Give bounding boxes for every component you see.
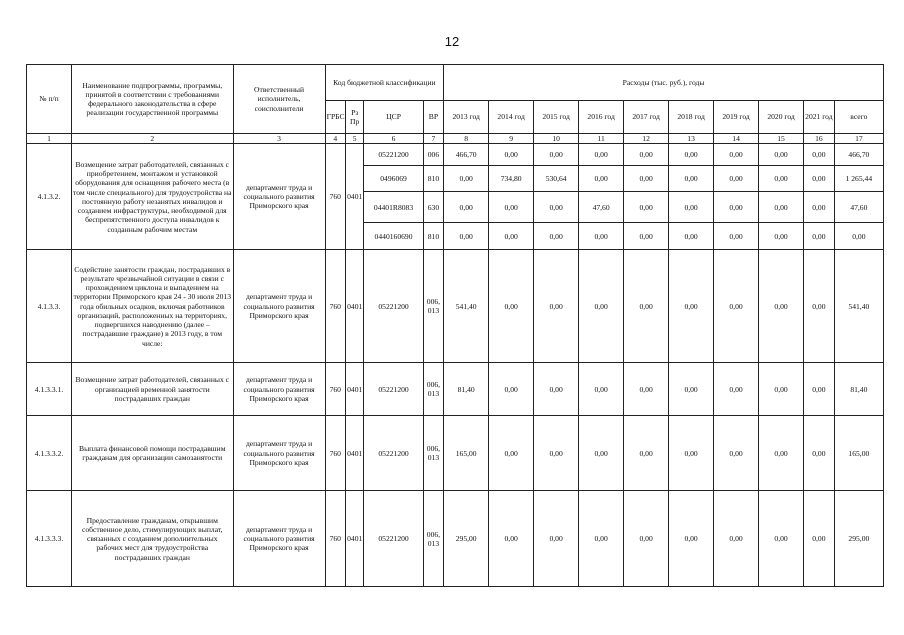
row-value: 0,00 xyxy=(834,223,883,250)
header-year: всего xyxy=(834,101,883,134)
row-value: 0,00 xyxy=(714,363,759,416)
row-value: 0,00 xyxy=(714,491,759,587)
row-value: 165,00 xyxy=(834,416,883,491)
row-name: Выплата финансовой помощи пострадавшим гражданам для организации самозанятости xyxy=(71,416,233,491)
row-value: 0,00 xyxy=(714,223,759,250)
row-number: 4.1.3.3.2. xyxy=(27,416,72,491)
header-num: № п/п xyxy=(27,65,72,134)
table-row xyxy=(27,250,884,363)
row-value: 466,70 xyxy=(834,144,883,166)
row-value: 0,00 xyxy=(489,144,534,166)
row-value: 0,00 xyxy=(714,192,759,223)
row-grbs: 760 xyxy=(325,416,345,491)
row-value: 0,00 xyxy=(489,223,534,250)
row-value: 47,60 xyxy=(834,192,883,223)
row-value: 0,00 xyxy=(624,250,669,363)
table-row xyxy=(27,491,884,587)
column-number: 12 xyxy=(624,134,669,144)
row-csr: 0496069 xyxy=(364,166,423,192)
row-value: 165,00 xyxy=(444,416,489,491)
row-value: 0,00 xyxy=(804,223,835,250)
row-value: 0,00 xyxy=(489,192,534,223)
row-value: 0,00 xyxy=(714,166,759,192)
row-value: 0,00 xyxy=(579,166,624,192)
header-csr: ЦСР xyxy=(364,101,423,134)
row-value: 0,00 xyxy=(669,223,714,250)
column-number: 5 xyxy=(346,134,364,144)
row-value: 0,00 xyxy=(579,144,624,166)
row-value: 0,00 xyxy=(534,144,579,166)
row-value: 0,00 xyxy=(804,250,835,363)
row-vr: 630 xyxy=(423,192,443,223)
header-name: Наименование подпрограммы, программы, принятой в соответствии с требованиями федерального законодательства в сфере реализации государственной программы xyxy=(71,65,233,134)
row-value: 0,00 xyxy=(624,363,669,416)
row-number: 4.1.3.2. xyxy=(27,144,72,250)
row-value: 0,00 xyxy=(579,491,624,587)
row-value: 0,00 xyxy=(804,192,835,223)
row-vr: 006, 013 xyxy=(423,250,443,363)
table-row xyxy=(27,363,884,416)
row-value: 81,40 xyxy=(834,363,883,416)
row-value: 0,00 xyxy=(444,192,489,223)
row-value: 0,00 xyxy=(624,491,669,587)
row-rzpr: 0401 xyxy=(346,416,364,491)
row-value: 0,00 xyxy=(534,491,579,587)
row-value: 0,00 xyxy=(759,223,804,250)
column-number: 1 xyxy=(27,134,72,144)
row-grbs: 760 xyxy=(325,363,345,416)
row-value: 0,00 xyxy=(624,416,669,491)
row-vr: 006, 013 xyxy=(423,416,443,491)
header-vr: ВР xyxy=(423,101,443,134)
row-number: 4.1.3.3.1. xyxy=(27,363,72,416)
header-grbs: ГРБС xyxy=(325,101,345,134)
column-number: 6 xyxy=(364,134,423,144)
row-name: Возмещение затрат работодателей, связанных с организацией временной занятости пострадавших граждан xyxy=(71,363,233,416)
row-value: 81,40 xyxy=(444,363,489,416)
row-value: 0,00 xyxy=(579,363,624,416)
row-value: 541,40 xyxy=(834,250,883,363)
row-name: Возмещение затрат работодателей, связанных с приобретением, монтажом и установкой оборудования для оснащения рабочего места (в том числе специального) для трудоустройства на постоянную работу незанятых инвалидов и созданием инфраструктуры, необходимой для беспрепятственного доступа инвалидов к созданным рабочим местам xyxy=(71,144,233,250)
row-csr: 05221200 xyxy=(364,144,423,166)
row-vr: 810 xyxy=(423,223,443,250)
row-value: 0,00 xyxy=(624,192,669,223)
row-value: 0,00 xyxy=(669,192,714,223)
column-number: 13 xyxy=(669,134,714,144)
row-number: 4.1.3.3.3. xyxy=(27,491,72,587)
row-value: 0,00 xyxy=(804,166,835,192)
row-vr: 006, 013 xyxy=(423,363,443,416)
row-name: Предоставление гражданам, открывшим собственное дело, стимулирующих выплат, связанных с созданием дополнительных рабочих мест для трудоустройства пострадавших граждан xyxy=(71,491,233,587)
column-number: 11 xyxy=(579,134,624,144)
row-value: 0,00 xyxy=(579,250,624,363)
row-executor: департамент труда и социального развития Приморского края xyxy=(233,491,325,587)
row-value: 0,00 xyxy=(669,416,714,491)
row-csr: 05221200 xyxy=(364,363,423,416)
budget-table xyxy=(26,64,884,587)
row-grbs: 760 xyxy=(325,491,345,587)
row-csr: 0440160690 xyxy=(364,223,423,250)
header-year: 2017 год xyxy=(624,101,669,134)
header-year: 2020 год xyxy=(759,101,804,134)
column-number: 10 xyxy=(534,134,579,144)
row-value: 0,00 xyxy=(489,416,534,491)
row-value: 0,00 xyxy=(804,416,835,491)
header-year: 2016 год xyxy=(579,101,624,134)
row-value: 0,00 xyxy=(489,491,534,587)
column-number: 15 xyxy=(759,134,804,144)
row-value: 0,00 xyxy=(669,491,714,587)
header-year: 2018 год xyxy=(669,101,714,134)
row-value: 0,00 xyxy=(759,250,804,363)
row-value: 0,00 xyxy=(534,363,579,416)
row-value: 0,00 xyxy=(624,223,669,250)
row-value: 0,00 xyxy=(579,223,624,250)
row-executor: департамент труда и социального развития Приморского края xyxy=(233,363,325,416)
row-value: 0,00 xyxy=(759,363,804,416)
table-row xyxy=(27,416,884,491)
row-value: 295,00 xyxy=(834,491,883,587)
row-value: 0,00 xyxy=(669,250,714,363)
row-grbs: 760 xyxy=(325,250,345,363)
column-number: 2 xyxy=(71,134,233,144)
row-value: 0,00 xyxy=(579,416,624,491)
row-value: 0,00 xyxy=(804,144,835,166)
row-value: 0,00 xyxy=(804,491,835,587)
row-value: 734,80 xyxy=(489,166,534,192)
row-value: 0,00 xyxy=(489,363,534,416)
header-expenses: Расходы (тыс. руб.), годы xyxy=(444,65,884,101)
row-executor: департамент труда и социального развития Приморского края xyxy=(233,416,325,491)
row-value: 466,70 xyxy=(444,144,489,166)
column-number: 8 xyxy=(444,134,489,144)
row-value: 0,00 xyxy=(444,223,489,250)
row-value: 1 265,44 xyxy=(834,166,883,192)
row-value: 0,00 xyxy=(669,144,714,166)
row-rzpr: 0401 xyxy=(346,363,364,416)
row-value: 0,00 xyxy=(714,144,759,166)
header-year: 2021 год xyxy=(804,101,835,134)
row-value: 0,00 xyxy=(489,250,534,363)
row-value: 47,60 xyxy=(579,192,624,223)
row-value: 0,00 xyxy=(759,416,804,491)
row-value: 0,00 xyxy=(669,166,714,192)
header-year: 2015 год xyxy=(534,101,579,134)
row-value: 0,00 xyxy=(624,166,669,192)
row-vr: 006 xyxy=(423,144,443,166)
page-number: 12 xyxy=(444,34,460,49)
row-value: 530,64 xyxy=(534,166,579,192)
row-rzpr: 0401 xyxy=(346,491,364,587)
column-number: 3 xyxy=(233,134,325,144)
row-value: 0,00 xyxy=(714,416,759,491)
row-value: 0,00 xyxy=(714,250,759,363)
row-value: 295,00 xyxy=(444,491,489,587)
row-rzpr: 0401 xyxy=(346,250,364,363)
column-number: 14 xyxy=(714,134,759,144)
row-value: 0,00 xyxy=(534,192,579,223)
row-value: 0,00 xyxy=(624,144,669,166)
column-number: 4 xyxy=(325,134,345,144)
row-value: 0,00 xyxy=(759,144,804,166)
row-name: Содействие занятости граждан, пострадавших в результате чрезвычайной ситуации в связи с прохождением циклона и выпадением на территории Приморского края 24 - 30 июля 2013 года обильных осадков, включая работников организаций, расположенных на территориях, подвергшихся наводнению (далее – пострадавшие граждане) в 2013 году, в том числе: xyxy=(71,250,233,363)
row-grbs: 760 xyxy=(325,144,345,250)
column-number: 17 xyxy=(834,134,883,144)
row-csr: 04401R8083 xyxy=(364,192,423,223)
row-value: 0,00 xyxy=(759,491,804,587)
row-executor: департамент труда и социального развития Приморского края xyxy=(233,144,325,250)
row-number: 4.1.3.3. xyxy=(27,250,72,363)
row-csr: 05221200 xyxy=(364,491,423,587)
row-rzpr: 0401 xyxy=(346,144,364,250)
table-row xyxy=(27,144,884,166)
row-value: 0,00 xyxy=(804,363,835,416)
header-year: 2013 год xyxy=(444,101,489,134)
header-year: 2019 год xyxy=(714,101,759,134)
column-number: 16 xyxy=(804,134,835,144)
row-value: 0,00 xyxy=(534,250,579,363)
row-vr: 810 xyxy=(423,166,443,192)
header-executor: Ответственный исполнитель, соисполнители xyxy=(233,65,325,134)
header-budget-code: Код бюджетной классификации xyxy=(325,65,444,101)
row-value: 0,00 xyxy=(759,192,804,223)
row-value: 0,00 xyxy=(534,416,579,491)
row-value: 541,40 xyxy=(444,250,489,363)
header-rzpr: Рз Пр xyxy=(346,101,364,134)
row-csr: 05221200 xyxy=(364,250,423,363)
column-number: 7 xyxy=(423,134,443,144)
row-value: 0,00 xyxy=(759,166,804,192)
header-year: 2014 год xyxy=(489,101,534,134)
row-value: 0,00 xyxy=(444,166,489,192)
row-value: 0,00 xyxy=(534,223,579,250)
row-value: 0,00 xyxy=(669,363,714,416)
row-vr: 006, 013 xyxy=(423,491,443,587)
row-executor: департамент труда и социального развития Приморского края xyxy=(233,250,325,363)
column-number: 9 xyxy=(489,134,534,144)
row-csr: 05221200 xyxy=(364,416,423,491)
